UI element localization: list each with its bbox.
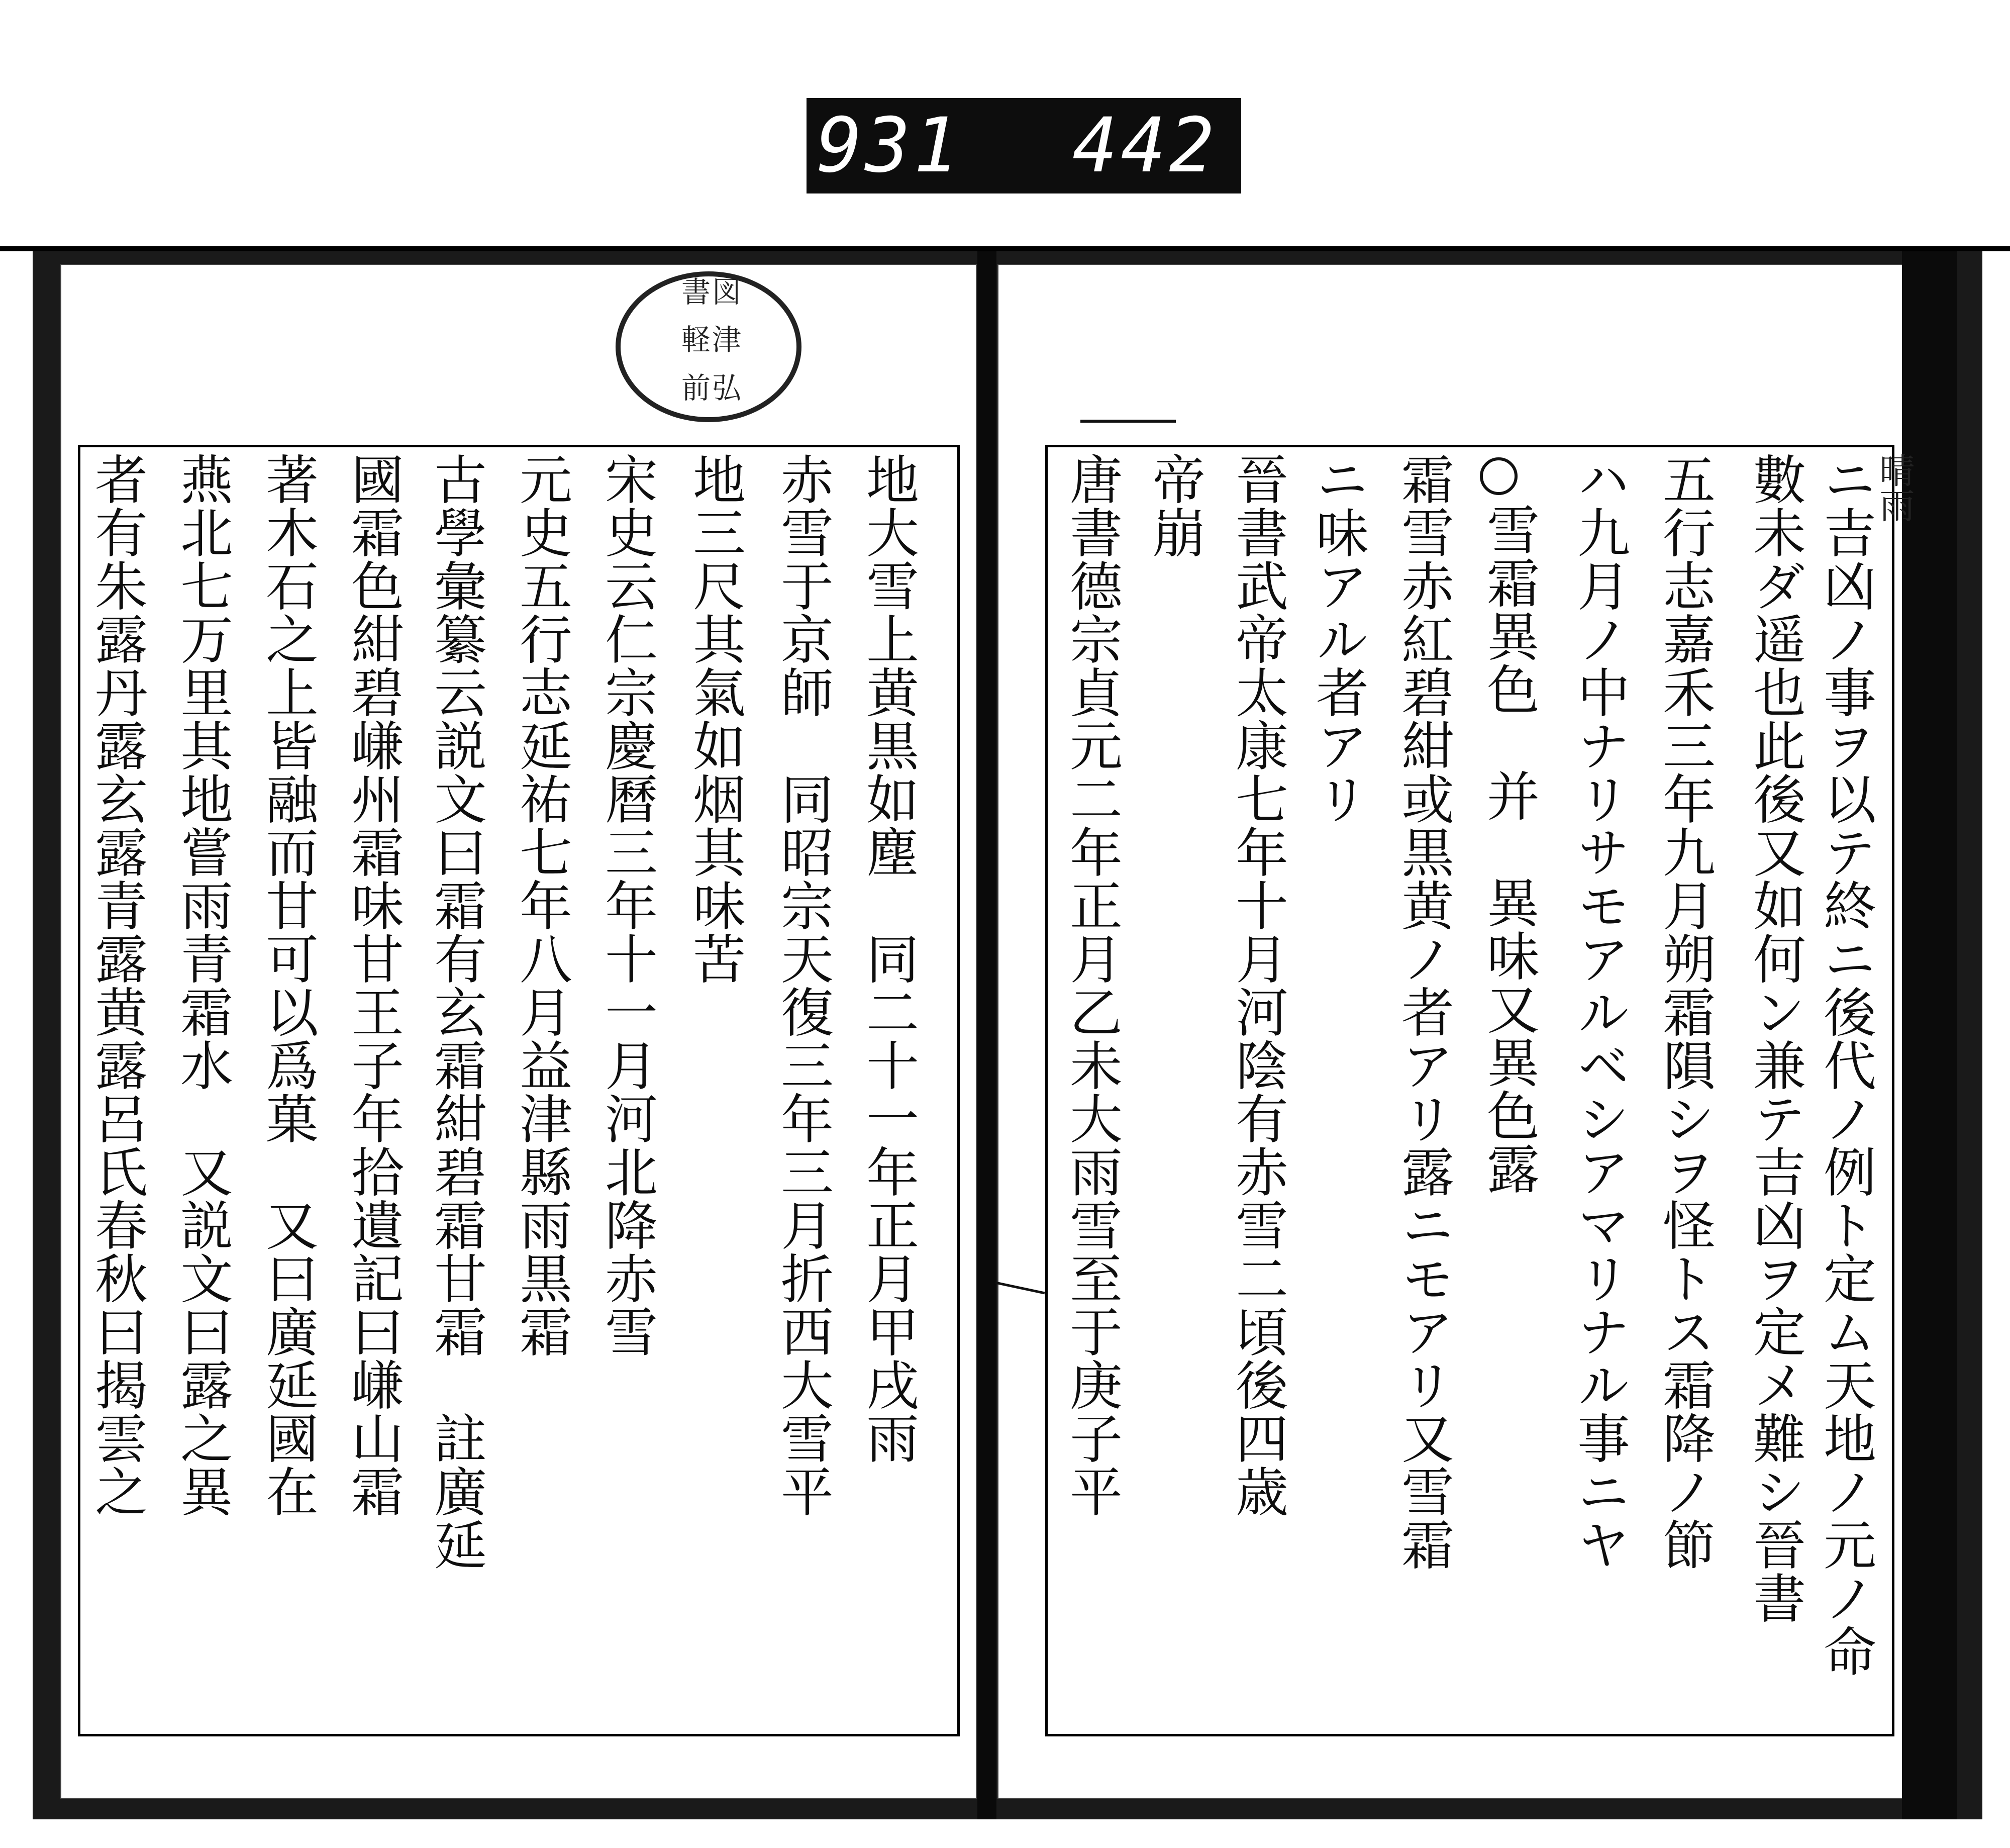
right-margin-label: 晴雨 xyxy=(1874,452,1915,523)
left-column-3: 地三尺其氣如烟其味苦 xyxy=(684,452,746,985)
right-column-5: 雪霜異色 并 異味又異色露 xyxy=(1478,503,1540,1195)
left-column-5: 元史五行志延祐七年八月益津縣雨黒霜 xyxy=(511,452,572,1358)
left-column-4: 宋史云仁宗慶曆三年十一月河北降赤雪 xyxy=(596,452,658,1358)
right-column-1: ニ吉凶ノ事ヲ以テ終ニ後代ノ例ト定ム天地ノ元ノ命 xyxy=(1815,452,1876,1678)
left-column-10: 者有朱露丹露玄露青露黄露呂氏春秋曰揭雲之 xyxy=(86,452,148,1518)
library-seal-stamp xyxy=(616,271,801,422)
left-column-7: 國霜色紺碧嵰州霜味甘王子年拾遺記曰嵰山霜 xyxy=(343,452,404,1518)
top-rule xyxy=(0,246,2010,251)
section-circle-mark xyxy=(1480,457,1518,495)
right-column-9: 帝崩 xyxy=(1144,452,1205,559)
call-number-part1: 931 xyxy=(817,102,962,189)
right-column-3: 五行志嘉禾三年九月朔霜隕シヲ怪トス霜降ノ節 xyxy=(1654,452,1716,1571)
left-column-9: 燕北七万里其地嘗雨青霜水 又説文曰露之異 xyxy=(172,452,233,1518)
left-column-1: 地大雪上黄黒如塵 同二十一年正月甲戌雨 xyxy=(858,452,919,1465)
left-column-6: 古學彙纂云説文曰霜有玄霜紺碧霜甘霜 註廣延 xyxy=(426,452,487,1571)
seal-text: 弘前 津軽 図書 xyxy=(676,276,741,402)
decorative-dash xyxy=(1080,420,1176,423)
right-column-2: 數未ダ遥也此後又如何ン兼テ吉凶ヲ定メ難シ晉書 xyxy=(1745,452,1806,1624)
right-column-4: ハ九月ノ中ナリサモアルベシアマリナル事ニヤ xyxy=(1569,452,1630,1571)
call-number-label xyxy=(807,98,1241,193)
left-column-2: 赤雪于京師 同昭宗天復三年三月折西大雪平 xyxy=(772,452,834,1518)
right-column-6: 霜雪赤紅碧紺或黒黄ノ者アリ露ニモアリ又雪霜 xyxy=(1393,452,1454,1571)
left-column-8: 著木石之上皆融而甘可以爲菓 又曰廣延國在 xyxy=(257,452,319,1518)
call-number-part2: 442 xyxy=(1072,102,1218,189)
right-column-8: 晉書武帝太康七年十月河陰有赤雪二頃後四歳 xyxy=(1227,452,1288,1518)
right-column-7: ニ味アル者アリ xyxy=(1308,452,1369,825)
book-spine xyxy=(977,251,996,1819)
right-column-10: 唐書德宗貞元二年正月乙未大雨雪至于庚子平 xyxy=(1061,452,1123,1518)
